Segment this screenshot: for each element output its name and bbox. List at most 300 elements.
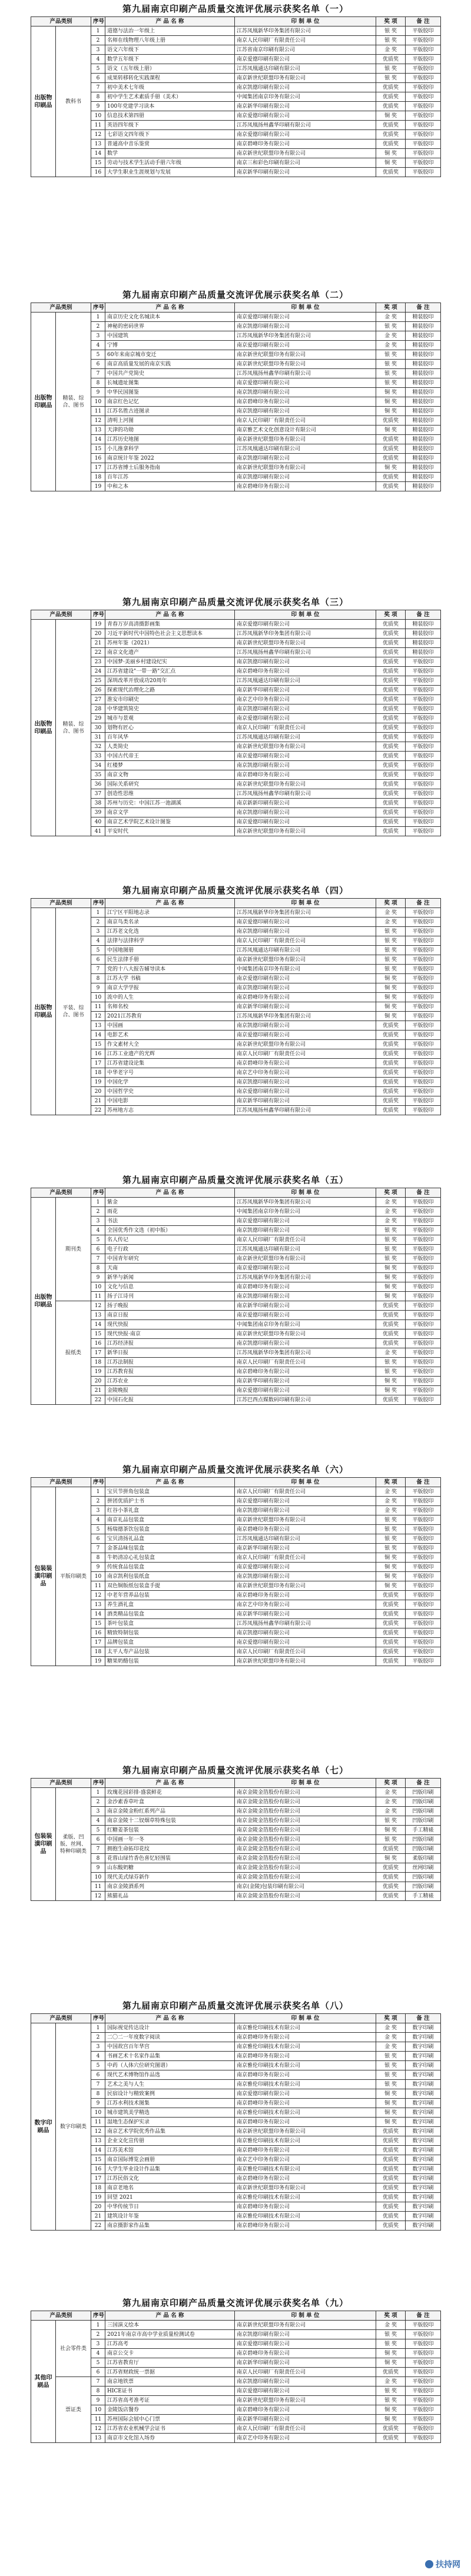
printer-name: 南京碧峰印务有限公司 xyxy=(235,1059,376,1068)
printer-name: 南京雅伦印刷技术有限公司 xyxy=(235,2136,376,2146)
row-number: 31 xyxy=(91,733,105,742)
table-row xyxy=(31,1826,441,1835)
product-name: 中华传统节日 xyxy=(105,2202,235,2212)
header-row xyxy=(31,1478,441,1487)
table-row xyxy=(31,1619,441,1628)
remark: 平版胶印 xyxy=(406,158,441,168)
product-name: 玫瑰花园彩排·盛裳鲜花 xyxy=(105,1788,235,1797)
row-number: 22 xyxy=(91,648,105,657)
table-row xyxy=(31,2434,441,2443)
product-name: 三国演义绘本 xyxy=(105,2321,235,2330)
row-number: 2 xyxy=(91,1497,105,1506)
award-level: 金 奖 xyxy=(376,2023,406,2033)
row-number: 7 xyxy=(91,1844,105,1854)
remark: 精装胶印 xyxy=(406,454,441,463)
table-row xyxy=(31,1254,441,1264)
row-number: 2 xyxy=(91,918,105,927)
award-level: 银 奖 xyxy=(376,1235,406,1245)
printer-name: 南京凯德印刷有限公司 xyxy=(235,927,376,936)
row-number: 9 xyxy=(91,1273,105,1282)
row-number: 9 xyxy=(91,2396,105,2405)
remark: 平版胶印 xyxy=(406,1320,441,1329)
row-number: 17 xyxy=(91,2174,105,2183)
remark: 凹版印刷 xyxy=(406,1844,441,1854)
remark: 平版胶印 xyxy=(406,168,441,177)
table-row xyxy=(31,965,441,974)
table-row xyxy=(31,158,441,168)
table-row xyxy=(31,657,441,667)
row-number: 8 xyxy=(91,974,105,983)
printer-name: 南京新华印刷有限公司 xyxy=(235,2415,376,2424)
product-name: 长城遗址图集 xyxy=(105,378,235,388)
column-header: 序号 xyxy=(91,1188,105,1198)
award-level: 优质奖 xyxy=(376,1628,406,1638)
printer-name: 南京新世纪联盟印务有限公司 xyxy=(235,1254,376,1264)
product-name: 百年江苏 xyxy=(105,473,235,482)
remark: 数字印刷 xyxy=(406,2146,441,2155)
award-level: 优质奖 xyxy=(376,714,406,723)
award-level: 铜 奖 xyxy=(376,2358,406,2368)
product-name: 中国电影 xyxy=(105,1096,235,1106)
printer-name: 南京新华印刷有限公司 xyxy=(235,1002,376,1012)
award-level: 优质奖 xyxy=(376,1619,406,1628)
row-number: 33 xyxy=(91,752,105,761)
product-name: 江苏法制报 xyxy=(105,1358,235,1367)
printer-name: 南京爱德印刷有限公司 xyxy=(235,752,376,761)
award-level: 银 奖 xyxy=(376,378,406,388)
row-number: 14 xyxy=(91,1610,105,1619)
row-number: 2 xyxy=(91,1207,105,1216)
award-table xyxy=(31,1477,441,1666)
table-row xyxy=(31,629,441,639)
remark: 数字印刷 xyxy=(406,2080,441,2089)
product-name: 拥抱生命拓印花纹 xyxy=(105,1844,235,1854)
award-level: 优质奖 xyxy=(376,686,406,695)
printer-name: 南京碧峰印务有限公司 xyxy=(235,1525,376,1534)
remark: 精装胶印 xyxy=(406,416,441,426)
printer-name: 南京新世纪联盟印务有限公司 xyxy=(235,1515,376,1525)
table-row xyxy=(31,331,441,341)
category-cell: 出版物印刷品 xyxy=(31,26,56,177)
product-name: 初中美术七年级 xyxy=(105,83,235,92)
table-row xyxy=(31,1534,441,1544)
remark: 精装胶印 xyxy=(406,341,441,350)
printer-name: 江苏凤凰新华印务集团有限公司 xyxy=(235,1012,376,1021)
remark: 平版胶印 xyxy=(406,1264,441,1273)
remark: 平版胶印 xyxy=(406,1358,441,1367)
product-name: 民宿设计与精致案例 xyxy=(105,2089,235,2099)
award-level: 银 奖 xyxy=(376,1358,406,1367)
row-number: 11 xyxy=(91,1292,105,1301)
row-number: 16 xyxy=(91,1628,105,1638)
remark: 凹版印刷 xyxy=(406,1873,441,1882)
column-header: 印 制 单 位 xyxy=(235,1478,376,1487)
award-level: 银 奖 xyxy=(376,1254,406,1264)
product-name: 名师名校 xyxy=(105,1002,235,1012)
table-row xyxy=(31,620,441,629)
row-number: 16 xyxy=(91,168,105,177)
remark: 平版胶印 xyxy=(406,1311,441,1320)
award-level: 银 奖 xyxy=(376,1544,406,1553)
product-name: 南京金陵十二钗烟草特殊包装 xyxy=(105,1816,235,1826)
remark: 平版胶印 xyxy=(406,1207,441,1216)
column-header: 序号 xyxy=(91,17,105,26)
printer-name: 南京新世纪联盟印务有限公司 xyxy=(235,1581,376,1591)
award-level: 银 奖 xyxy=(376,1835,406,1844)
printer-name: 南京人民印刷厂有限责任公司 xyxy=(235,1358,376,1367)
table-row xyxy=(31,2108,441,2118)
column-header: 奖 项 xyxy=(376,1478,406,1487)
remark: 平版胶印 xyxy=(406,1216,441,1226)
table-row xyxy=(31,1497,441,1506)
award-level: 优质奖 xyxy=(376,1049,406,1059)
product-name: 南京艺术学院艺术设计图鉴 xyxy=(105,817,235,827)
award-level: 银 奖 xyxy=(376,360,406,369)
column-header: 产 品 名 称 xyxy=(105,1779,235,1788)
row-number: 10 xyxy=(91,1572,105,1581)
sheet-title: 第九届南京印刷产品质量交流评优展示获奖名单（二） xyxy=(122,290,349,300)
remark: 数字印刷 xyxy=(406,2155,441,2165)
table-row xyxy=(31,92,441,102)
remark: 平版胶印 xyxy=(406,1395,441,1405)
table-row xyxy=(31,1329,441,1339)
column-header: 产品类别 xyxy=(31,1188,91,1198)
printer-name: 南京新世纪联盟印务有限公司 xyxy=(235,360,376,369)
table-row xyxy=(31,2377,441,2386)
award-sheet xyxy=(31,1462,440,1666)
table-row xyxy=(31,1657,441,1666)
product-name: 民生法律手册 xyxy=(105,955,235,965)
row-number: 11 xyxy=(91,407,105,416)
table-row xyxy=(31,2127,441,2136)
row-number: 26 xyxy=(91,686,105,695)
remark: 平版胶印 xyxy=(406,808,441,817)
award-level: 铜 奖 xyxy=(376,1553,406,1563)
remark: 平版胶印 xyxy=(406,149,441,158)
table-row xyxy=(31,1040,441,1049)
product-name: 南京国际博览会画册 xyxy=(105,2155,235,2165)
award-sheet xyxy=(31,1172,440,1405)
product-name: 江苏工业遗产的光辉 xyxy=(105,1049,235,1059)
row-number: 11 xyxy=(91,1882,105,1892)
column-header: 印 制 单 位 xyxy=(235,1779,376,1788)
award-level: 铜 奖 xyxy=(376,1377,406,1386)
award-level: 金 奖 xyxy=(376,331,406,341)
row-number: 36 xyxy=(91,780,105,789)
product-name: 江苏农业 xyxy=(105,1377,235,1386)
row-number: 8 xyxy=(91,1264,105,1273)
remark: 精装胶印 xyxy=(406,629,441,639)
printer-name: 南京凯德印刷有限公司 xyxy=(235,1078,376,1087)
remark: 平版胶印 xyxy=(406,1339,441,1348)
printer-name: 南京人民印刷厂有限责任公司 xyxy=(235,2368,376,2377)
table-row xyxy=(31,2070,441,2080)
remark: 平版胶印 xyxy=(406,1581,441,1591)
printer-name: 江苏凤凰新华印务集团有限公司 xyxy=(235,908,376,918)
table-row xyxy=(31,927,441,936)
printer-name: 南京凯德印刷有限公司 xyxy=(235,1506,376,1515)
product-name: 城市建筑美学精选 xyxy=(105,2108,235,2118)
product-name: 糖果奶酪包装 xyxy=(105,1657,235,1666)
table-row xyxy=(31,2023,441,2033)
row-number: 12 xyxy=(91,1012,105,1021)
product-name: 雨花 xyxy=(105,1207,235,1216)
product-name: 江苏省建设"一带一路"交汇点 xyxy=(105,667,235,676)
product-name: 道德与法治一年级上 xyxy=(105,26,235,36)
row-number: 20 xyxy=(91,2202,105,2212)
table-row xyxy=(31,704,441,714)
award-level: 优质奖 xyxy=(376,454,406,463)
award-level: 优质奖 xyxy=(376,817,406,827)
remark: 平版胶印 xyxy=(406,121,441,130)
printer-name: 南京金陵金箔股份有限公司 xyxy=(235,1816,376,1826)
row-number: 20 xyxy=(91,1377,105,1386)
remark: 平版胶印 xyxy=(406,723,441,733)
printer-name: 南京爱德印刷有限公司 xyxy=(235,1386,376,1395)
printer-name: 江苏凤凰扬州鑫华印刷有限公司 xyxy=(235,648,376,657)
award-level: 优质奖 xyxy=(376,1087,406,1096)
remark: 精装胶印 xyxy=(406,620,441,629)
table-row xyxy=(31,752,441,761)
table-row xyxy=(31,36,441,45)
remark: 平版胶印 xyxy=(406,45,441,55)
remark: 平版胶印 xyxy=(406,667,441,676)
award-level: 优质奖 xyxy=(376,639,406,648)
printer-name: 江苏凤凰新华印务集团有限公司 xyxy=(235,629,376,639)
table-row xyxy=(31,1386,441,1395)
remark: 凹版印刷 xyxy=(406,1797,441,1807)
remark: 精装胶印 xyxy=(406,426,441,435)
award-level: 铜 奖 xyxy=(376,1854,406,1863)
award-level: 银 奖 xyxy=(376,1816,406,1826)
remark: 平版胶印 xyxy=(406,1059,441,1068)
product-name: 南京日报 xyxy=(105,1311,235,1320)
remark: 平版胶印 xyxy=(406,102,441,111)
table-row xyxy=(31,2118,441,2127)
award-level: 金 奖 xyxy=(376,1198,406,1207)
table-row xyxy=(31,1873,441,1882)
row-number: 40 xyxy=(91,817,105,827)
award-level: 铜 奖 xyxy=(376,974,406,983)
award-level: 优质奖 xyxy=(376,752,406,761)
remark: 平版胶印 xyxy=(406,1377,441,1386)
remark: 平版胶印 xyxy=(406,2396,441,2405)
table-row xyxy=(31,955,441,965)
remark: 平版胶印 xyxy=(406,1078,441,1087)
remark: 精装胶印 xyxy=(406,378,441,388)
printer-name: 南京碧峰印务有限公司 xyxy=(235,2349,376,2358)
remark: 精装胶印 xyxy=(406,648,441,657)
table-row xyxy=(31,733,441,742)
table-row xyxy=(31,761,441,770)
remark: 平版胶印 xyxy=(406,1106,441,1115)
award-level: 优质奖 xyxy=(376,1320,406,1329)
remark: 平版胶印 xyxy=(406,1096,441,1106)
printer-name: 南京碧峰印务有限公司 xyxy=(235,770,376,780)
printer-name: 江苏凤凰扬州鑫华印刷有限公司 xyxy=(235,1106,376,1115)
table-row xyxy=(31,1377,441,1386)
table-row xyxy=(31,667,441,676)
column-header: 印 制 单 位 xyxy=(235,303,376,313)
award-level: 铜 奖 xyxy=(376,397,406,407)
table-row xyxy=(31,435,441,444)
award-level: 银 奖 xyxy=(376,2080,406,2089)
table-row xyxy=(31,2061,441,2070)
header-row xyxy=(31,303,441,313)
product-name: 习近平新时代中国特色社会主义思想读本 xyxy=(105,629,235,639)
product-name: 中国梦·美丽乡村建设纪实 xyxy=(105,657,235,667)
header-row xyxy=(31,1779,441,1788)
table-row xyxy=(31,2136,441,2146)
table-row xyxy=(31,1059,441,1068)
remark: 平版胶印 xyxy=(406,1515,441,1525)
row-number: 19 xyxy=(91,1078,105,1087)
product-name: 苏州地方志 xyxy=(105,1106,235,1115)
watermark-logo-icon xyxy=(425,2560,433,2568)
award-level: 优质奖 xyxy=(376,827,406,836)
table-row xyxy=(31,1216,441,1226)
remark: 平版胶印 xyxy=(406,1348,441,1358)
remark: 凹版印刷 xyxy=(406,1835,441,1844)
column-header: 产品类别 xyxy=(31,2014,91,2023)
row-number: 25 xyxy=(91,676,105,686)
product-name: 国际关系研究 xyxy=(105,780,235,789)
printer-name: 南京爱德印刷有限公司 xyxy=(235,2089,376,2099)
table-row xyxy=(31,2396,441,2405)
row-number: 29 xyxy=(91,714,105,723)
remark: 平版胶印 xyxy=(406,974,441,983)
printer-name: 南京新世纪联盟印务有限公司 xyxy=(235,827,376,836)
column-header: 产 品 名 称 xyxy=(105,610,235,620)
remark: 精装胶印 xyxy=(406,397,441,407)
printer-name: 南京新华印刷有限公司 xyxy=(235,168,376,177)
table-row xyxy=(31,2221,441,2231)
table-row xyxy=(31,102,441,111)
table-row xyxy=(31,1515,441,1525)
table-row xyxy=(31,473,441,482)
row-number: 32 xyxy=(91,742,105,752)
award-level: 银 奖 xyxy=(376,2070,406,2080)
table-row xyxy=(31,2033,441,2042)
printer-name: 南京爱德印刷有限公司 xyxy=(235,1264,376,1273)
table-row xyxy=(31,369,441,378)
table-row xyxy=(31,2146,441,2155)
product-name: 信息技术第四册 xyxy=(105,111,235,121)
category-cell: 其他印刷品 xyxy=(31,2321,56,2443)
table-row xyxy=(31,1572,441,1581)
column-header: 序号 xyxy=(91,610,105,620)
product-name: 党的十八大报告辅导读本 xyxy=(105,965,235,974)
printer-name: 南京三和彩色印刷有限公司 xyxy=(235,158,376,168)
remark: 平版胶印 xyxy=(406,1386,441,1395)
product-name: 南京公交卡 xyxy=(105,2349,235,2358)
remark: 平版胶印 xyxy=(406,92,441,102)
table-row xyxy=(31,1226,441,1235)
award-level: 优质奖 xyxy=(376,1059,406,1068)
remark: 数字印刷 xyxy=(406,2042,441,2052)
table-row xyxy=(31,1049,441,1059)
remark: 平版胶印 xyxy=(406,827,441,836)
product-name: 法律与法律科学 xyxy=(105,936,235,946)
row-number: 5 xyxy=(91,350,105,360)
product-name: 江苏省建设论集 xyxy=(105,1059,235,1068)
remark: 平版胶印 xyxy=(406,2386,441,2396)
product-name: 名人传记 xyxy=(105,1235,235,1245)
product-name: 养生酒礼盒 xyxy=(105,1600,235,1610)
award-level: 优质奖 xyxy=(376,444,406,454)
table-row xyxy=(31,1068,441,1078)
product-name: 劳动与技术学生活动手册六年级 xyxy=(105,158,235,168)
column-header: 备 注 xyxy=(406,2014,441,2023)
award-level: 金 奖 xyxy=(376,45,406,55)
sheet-title: 第九届南京印刷产品质量交流评优展示获奖名单（八） xyxy=(122,2000,349,2011)
product-name: 新华与新闻 xyxy=(105,1273,235,1282)
award-level: 优质奖 xyxy=(376,808,406,817)
category-cell: 出版物印刷品 xyxy=(31,620,56,836)
remark: 数字印刷 xyxy=(406,2127,441,2136)
product-name: 山东酸奶糖 xyxy=(105,1863,235,1873)
row-number: 3 xyxy=(91,1506,105,1515)
product-name: 扬子晚报 xyxy=(105,1301,235,1311)
column-header: 印 制 单 位 xyxy=(235,610,376,620)
award-level: 铜 奖 xyxy=(376,407,406,416)
award-level: 铜 奖 xyxy=(376,1002,406,1012)
row-number: 4 xyxy=(91,55,105,64)
printer-name: 南京爱德印刷有限公司 xyxy=(235,817,376,827)
award-sheet xyxy=(31,2295,440,2443)
row-number: 14 xyxy=(91,1320,105,1329)
printer-name: 南京人民印刷厂有限责任公司 xyxy=(235,1553,376,1563)
printer-name: 南京爱德印刷有限公司 xyxy=(235,1497,376,1506)
product-name: 普通高中音乐鉴赏 xyxy=(105,139,235,149)
remark: 精装胶印 xyxy=(406,331,441,341)
product-name: 紫金 xyxy=(105,1198,235,1207)
award-level: 优质奖 xyxy=(376,648,406,657)
award-level: 优质奖 xyxy=(376,2193,406,2202)
product-name: 电影艺术 xyxy=(105,1031,235,1040)
product-name: 中国地图册 xyxy=(105,946,235,955)
printer-name: 南京金陵金箔股份有限公司 xyxy=(235,1797,376,1807)
column-header: 产品类别 xyxy=(31,1779,91,1788)
row-number: 21 xyxy=(91,1386,105,1395)
award-level: 优质奖 xyxy=(376,55,406,64)
product-name: 牛奶清凉心礼包装盒 xyxy=(105,1553,235,1563)
remark: 平版胶印 xyxy=(406,55,441,64)
table-row xyxy=(31,1563,441,1572)
product-name: 初中学生艺术素质手册（美术） xyxy=(105,92,235,102)
product-name: 小儿推拿科学 xyxy=(105,444,235,454)
printer-name: 南京爱德印刷有限公司 xyxy=(235,2386,376,2396)
row-number: 16 xyxy=(91,454,105,463)
award-level: 优质奖 xyxy=(376,733,406,742)
product-name: 南京红色记忆 xyxy=(105,397,235,407)
printer-name: 南京爱德印刷有限公司 xyxy=(235,1638,376,1647)
product-name: 清明上河图 xyxy=(105,416,235,426)
award-level: 优质奖 xyxy=(376,780,406,789)
column-header: 产 品 名 称 xyxy=(105,303,235,313)
award-level: 银 奖 xyxy=(376,946,406,955)
remark: 平版胶印 xyxy=(406,64,441,74)
product-name: 深圳改革开放成功20周年 xyxy=(105,676,235,686)
product-name: 红糖姜茶包装 xyxy=(105,1826,235,1835)
table-row xyxy=(31,799,441,808)
table-row xyxy=(31,1892,441,1901)
product-name: 中和之本 xyxy=(105,482,235,491)
table-row xyxy=(31,695,441,704)
printer-name: 南京新华印刷有限公司 xyxy=(235,686,376,695)
table-row xyxy=(31,639,441,648)
product-name: 江苏省农业机械学会证书 xyxy=(105,2424,235,2434)
